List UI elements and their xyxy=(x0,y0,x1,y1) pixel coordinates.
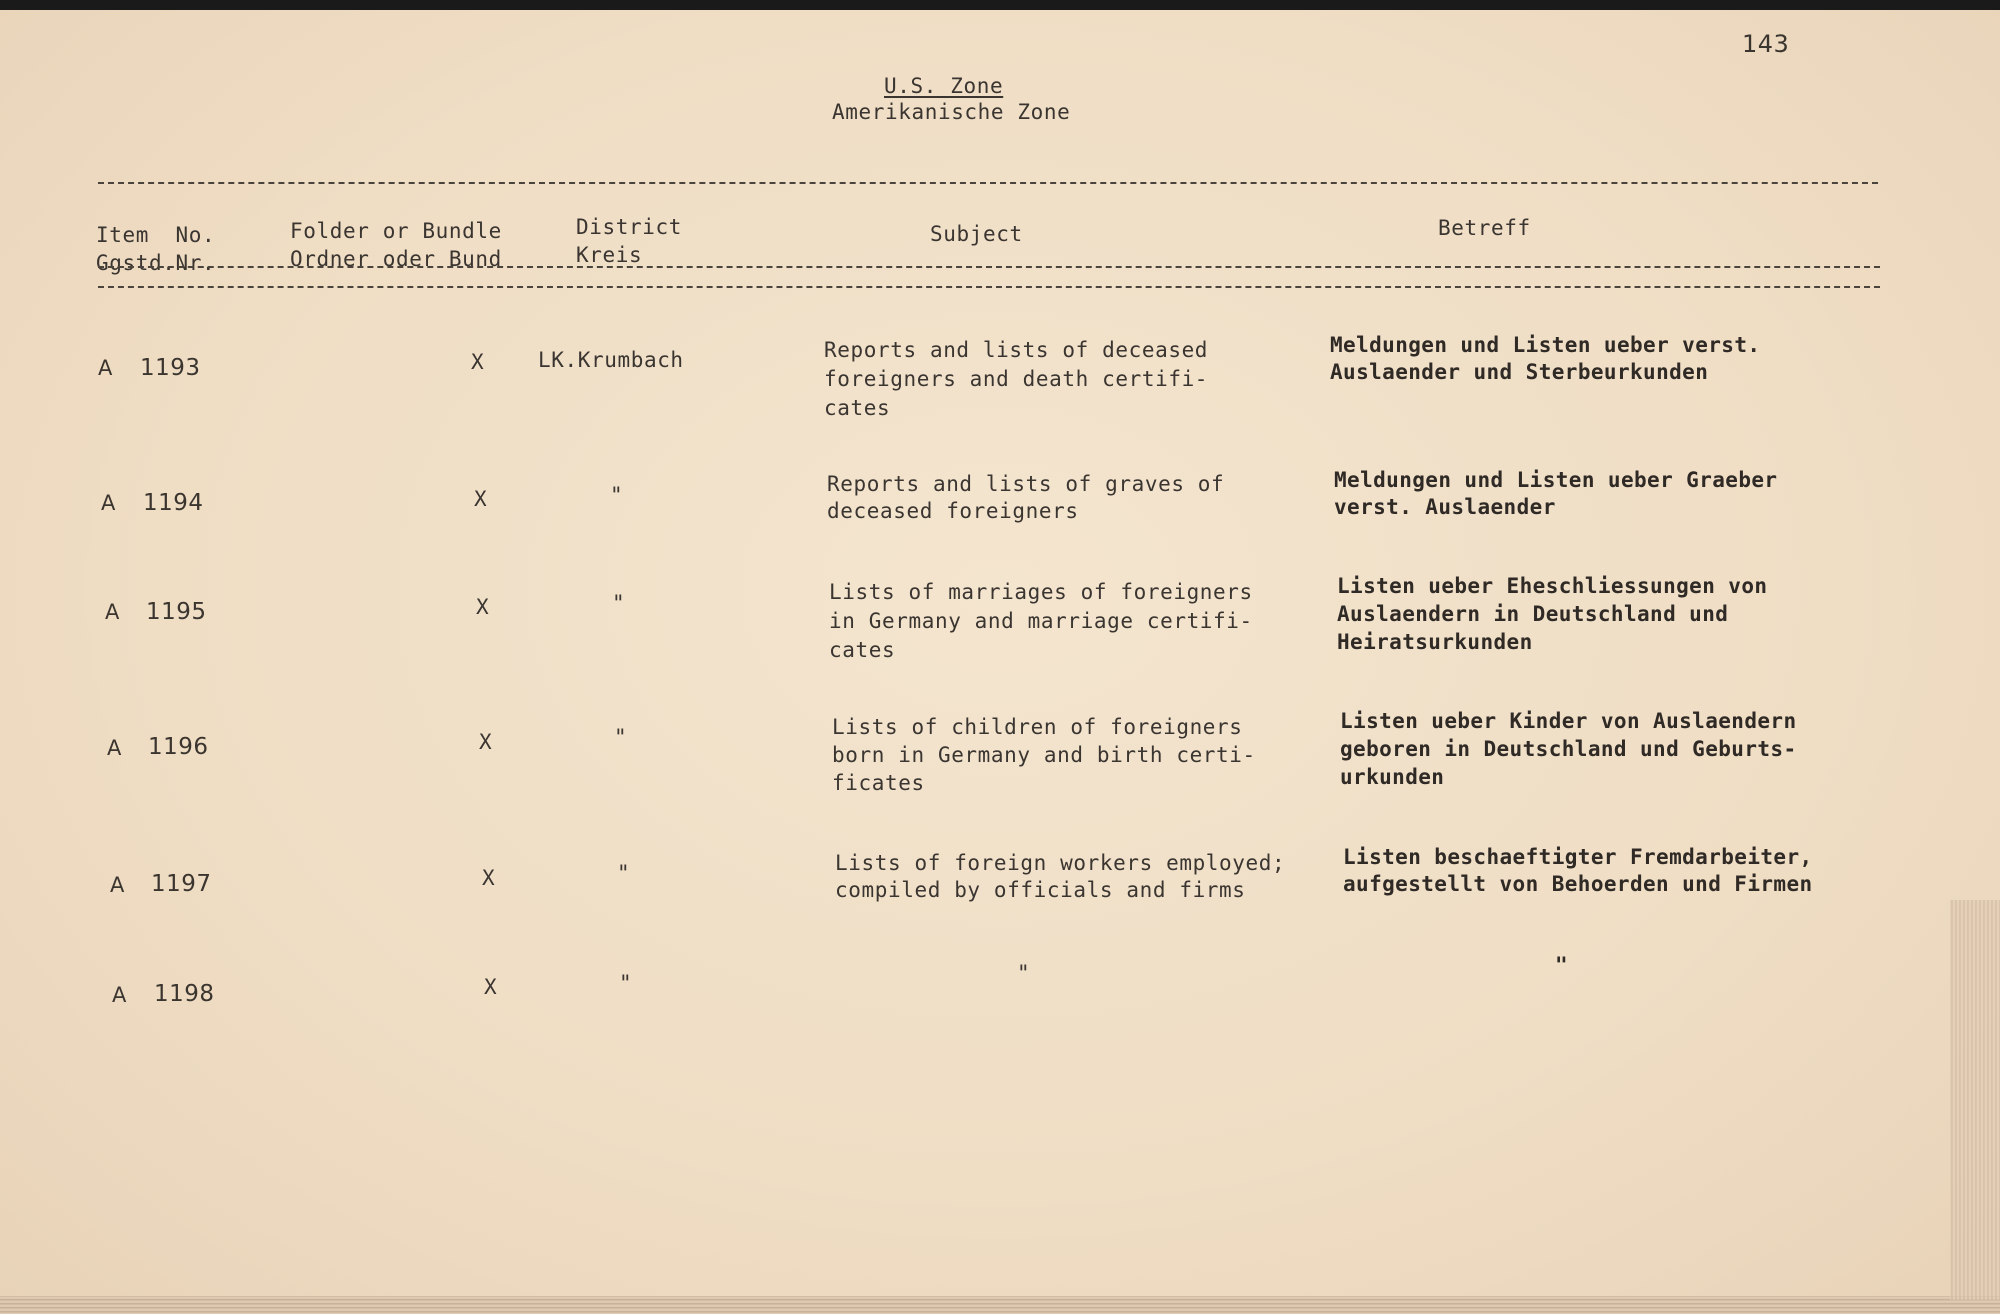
row-number: 1193 xyxy=(140,355,201,381)
row-number: 1194 xyxy=(143,490,204,516)
col-district-en: District xyxy=(576,215,682,239)
col-district-de: Kreis xyxy=(576,243,643,267)
col-betreff: Betreff xyxy=(1438,216,1531,240)
row-district: " xyxy=(612,591,626,615)
col-folder-de: Ordner oder Bund xyxy=(290,247,502,271)
header-rule-middle xyxy=(98,266,1880,268)
row-subject: Lists of foreign workers employed; compiled by officials and firms xyxy=(835,851,1286,902)
document-page xyxy=(0,10,2000,1300)
row-number: 1195 xyxy=(146,599,207,625)
row-subject: Reports and lists of graves of deceased foreigners xyxy=(827,472,1225,523)
zone-title-en: U.S. Zone xyxy=(884,74,1004,98)
row-folder-mark: X xyxy=(482,866,496,890)
row-subject: Lists of children of foreigners born in Germany and birth certi- ficates xyxy=(832,715,1256,795)
row-prefix: A xyxy=(98,356,113,380)
row-betreff: Listen beschaeftigter Fremdarbeiter, aufgestellt von Behoerden und Firmen xyxy=(1343,845,1813,896)
row-subject: Lists of marriages of foreigners in Germany and marriage certifi- cates xyxy=(829,580,1253,662)
col-item-en: Item No. xyxy=(96,223,216,247)
row-betreff: Listen ueber Eheschliessungen von Auslaendern in Deutschland und Heiratsurkunden xyxy=(1337,574,1768,654)
col-folder-en: Folder or Bundle xyxy=(290,219,502,243)
row-district: " xyxy=(617,861,631,885)
page-edge-right xyxy=(1950,900,2000,1300)
row-prefix: A xyxy=(105,600,120,624)
row-district: " xyxy=(619,971,633,995)
row-folder-mark: X xyxy=(471,350,485,374)
row-prefix: A xyxy=(112,983,127,1007)
row-district: " xyxy=(610,483,624,507)
row-betreff: Meldungen und Listen ueber verst. Auslaender und Sterbeurkunden xyxy=(1330,333,1761,384)
row-number: 1197 xyxy=(151,871,212,897)
row-folder-mark: X xyxy=(474,487,488,511)
row-subject: Reports and lists of deceased foreigners and death certifi- cates xyxy=(824,338,1209,420)
row-betreff: Meldungen und Listen ueber Graeber verst. Auslaender xyxy=(1334,468,1778,519)
row-prefix: A xyxy=(110,873,125,897)
row-district: LK.Krumbach xyxy=(538,348,684,372)
col-subject: Subject xyxy=(930,222,1023,246)
header-rule-bottom xyxy=(98,286,1880,288)
row-number: 1196 xyxy=(148,734,209,760)
col-item-de: Ggstd.Nr. xyxy=(96,251,216,275)
row-folder-mark: X xyxy=(484,975,498,999)
row-number: 1198 xyxy=(154,981,215,1007)
page-edge-bottom xyxy=(0,1296,2000,1314)
row-folder-mark: X xyxy=(476,595,490,619)
row-subject: " xyxy=(1017,961,1031,985)
row-folder-mark: X xyxy=(479,730,493,754)
row-prefix: A xyxy=(107,736,122,760)
header-rule-top xyxy=(98,182,1878,184)
row-betreff: " xyxy=(1555,953,1569,977)
page-number: 143 xyxy=(1742,30,1790,58)
row-prefix: A xyxy=(101,491,116,515)
zone-title-de: Amerikanische Zone xyxy=(832,100,1071,124)
row-district: " xyxy=(614,725,628,749)
row-betreff: Listen ueber Kinder von Auslaendern geboren in Deutschland und Geburts- urkunden xyxy=(1340,709,1797,789)
